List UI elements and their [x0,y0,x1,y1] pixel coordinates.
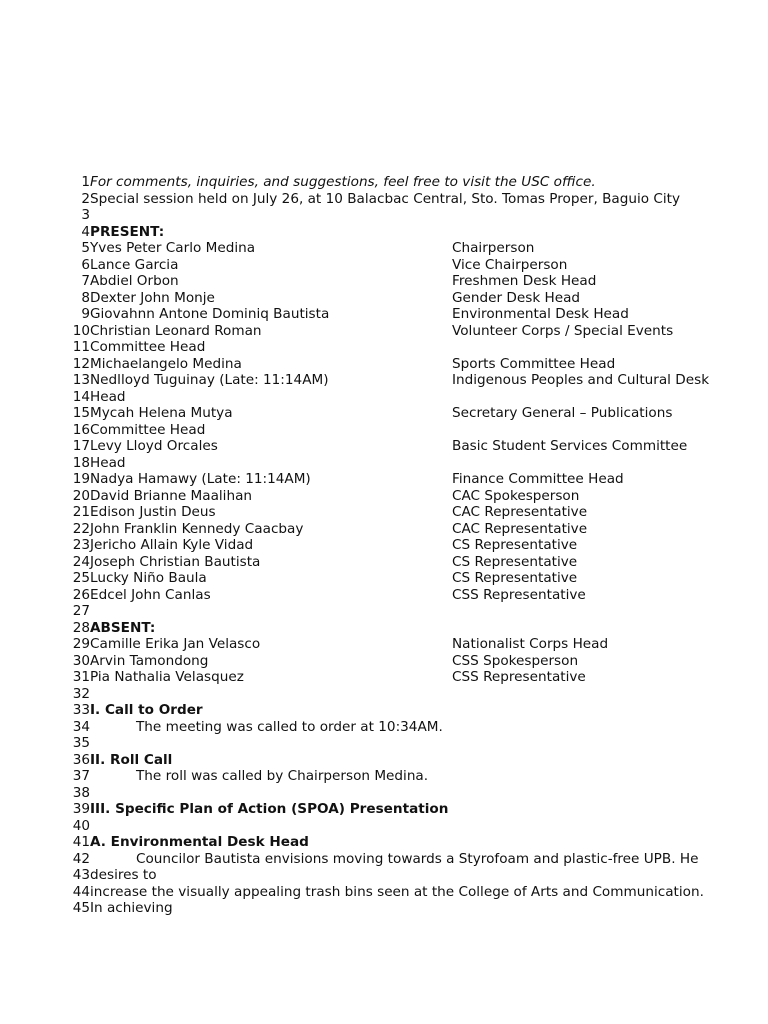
document-line [0,405,768,422]
member-position: CAC Representative [452,504,588,520]
document-line [0,240,768,257]
document-line [0,389,768,406]
document-line [0,554,768,571]
line-number: 41 [72,834,90,850]
line-text: Michaelangelo Medina [90,355,242,372]
line-number: 38 [72,784,90,801]
line-text: Edison Justin Deus [90,504,216,520]
document-line [0,719,768,736]
member-position: Volunteer Corps / Special Events [452,322,674,339]
document-line [0,636,768,653]
line-number: 7 [81,273,90,289]
document-line [0,257,768,274]
document-line [0,752,768,769]
line-number: 29 [72,636,90,652]
section-heading: ABSENT: [90,619,156,636]
document-line [0,702,768,719]
document-line [0,851,768,868]
document-line [0,834,768,851]
line-number: 28 [72,619,90,636]
line-text: Arvin Tamondong [90,652,209,669]
document-line [0,900,768,917]
line-number: 31 [72,669,90,685]
member-position: Vice Chairperson [452,256,568,273]
line-text: In achieving [90,900,173,916]
member-position: Chairperson [452,240,535,256]
line-number: 18 [72,454,90,471]
document-line [0,191,768,208]
line-number: 25 [72,570,90,586]
member-position: Nationalist Corps Head [452,636,609,652]
line-text: Joseph Christian Bautista [90,553,261,570]
document-line [0,884,768,901]
line-text: increase the visually appealing trash bins seen at the College of Arts and Communication. [90,883,704,900]
member-position: CSS Representative [452,669,586,685]
line-number: 37 [72,768,90,784]
line-number: 39 [72,801,90,817]
document-line [0,323,768,340]
section-heading: II. Roll Call [90,751,173,768]
line-text: Head [90,388,126,405]
member-position: Secretary General – Publications [452,405,673,421]
line-number: 10 [72,322,90,339]
document-line [0,290,768,307]
member-position: Finance Committee Head [452,471,624,487]
line-number: 17 [72,438,90,454]
line-number: 2 [81,190,90,207]
line-number: 27 [72,603,90,619]
line-number: 13 [72,372,90,388]
line-text: Nedlloyd Tuguinay (Late: 11:14AM) [90,372,329,388]
document-line [0,438,768,455]
member-position: Environmental Desk Head [452,306,629,322]
document-line [0,620,768,637]
member-position: Freshmen Desk Head [452,273,597,289]
line-number: 16 [72,421,90,438]
document-line [0,422,768,439]
line-number: 32 [72,685,90,702]
line-text: Mycah Helena Mutya [90,405,233,421]
section-heading: PRESENT: [90,223,165,240]
line-text: Nadya Hamawy (Late: 11:14AM) [90,471,311,487]
line-number: 5 [81,240,90,256]
line-text: Christian Leonard Roman [90,322,262,339]
line-text: The meeting was called to order at 10:34AM. [136,718,443,735]
line-number: 22 [72,520,90,537]
document-line [0,356,768,373]
line-text: Levy Lloyd Orcales [90,438,218,454]
line-number: 36 [72,751,90,768]
line-number: 34 [72,718,90,735]
meeting-minutes [0,174,768,917]
line-number: 6 [81,256,90,273]
line-number: 21 [72,504,90,520]
document-line [0,488,768,505]
line-text: Committee Head [90,339,206,355]
member-position: CAC Representative [452,520,588,537]
document-line [0,537,768,554]
line-number: 8 [81,289,90,306]
member-position: Basic Student Services Committee [452,438,688,454]
line-number: 1 [81,174,90,190]
line-text: Edcel John Canlas [90,586,211,603]
line-text: Lucky Niño Baula [90,570,207,586]
line-number: 14 [72,388,90,405]
document-line [0,207,768,224]
document-line [0,174,768,191]
line-number: 43 [72,867,90,883]
document-line [0,339,768,356]
document-line [0,504,768,521]
line-number: 20 [72,487,90,504]
document-line [0,603,768,620]
document-line [0,570,768,587]
line-text: Committee Head [90,421,206,438]
line-text: Special session held on July 26, at 10 Balacbac Central, Sto. Tomas Proper, Baguio City [90,190,681,207]
document-line [0,471,768,488]
document-line [0,653,768,670]
line-text: Lance Garcia [90,256,179,273]
line-number: 23 [72,537,90,553]
line-text: The roll was called by Chairperson Medina. [136,768,429,784]
line-text: Jericho Allain Kyle Vidad [90,537,254,553]
document-line [0,785,768,802]
document-line [0,455,768,472]
member-position: CS Representative [452,570,578,586]
document-line [0,372,768,389]
member-position: CS Representative [452,537,578,553]
document-line [0,587,768,604]
member-position: CSS Representative [452,586,586,603]
line-text: Giovahnn Antone Dominiq Bautista [90,306,330,322]
line-text: Abdiel Orbon [90,273,179,289]
line-number: 24 [72,553,90,570]
document-line [0,669,768,686]
member-position: CSS Spokesperson [452,652,579,669]
line-text: Yves Peter Carlo Medina [90,240,256,256]
line-number: 42 [72,850,90,867]
line-number: 4 [81,223,90,240]
line-number: 33 [72,702,90,718]
line-number: 11 [72,339,90,355]
document-line [0,768,768,785]
document-line [0,686,768,703]
line-text: David Brianne Maalihan [90,487,253,504]
line-number: 35 [72,735,90,751]
member-position: Sports Committee Head [452,355,616,372]
member-position: Indigenous Peoples and Cultural Desk [452,372,710,388]
line-number: 44 [72,883,90,900]
line-text: Councilor Bautista envisions moving towards a Styrofoam and plastic-free UPB. He [136,850,699,867]
line-number: 45 [72,900,90,916]
line-text: Dexter John Monje [90,289,215,306]
section-heading: III. Specific Plan of Action (SPOA) Presentation [90,801,449,817]
document-line [0,224,768,241]
line-text: Pia Nathalia Velasquez [90,669,244,685]
document-line [0,306,768,323]
line-number: 26 [72,586,90,603]
document-line [0,818,768,835]
section-heading: I. Call to Order [90,702,203,718]
line-number: 19 [72,471,90,487]
member-position: Gender Desk Head [452,289,581,306]
line-text: desires to [90,867,157,883]
document-line [0,801,768,818]
line-text: Camille Erika Jan Velasco [90,636,261,652]
line-number: 40 [72,817,90,834]
line-number: 15 [72,405,90,421]
document-line [0,273,768,290]
document-line [0,867,768,884]
section-heading: A. Environmental Desk Head [90,834,309,850]
document-line [0,521,768,538]
member-position: CAC Spokesperson [452,487,580,504]
member-position: CS Representative [452,553,578,570]
line-text: John Franklin Kennedy Caacbay [90,520,304,537]
line-number: 9 [81,306,90,322]
line-text: Head [90,454,126,471]
document-line [0,735,768,752]
line-number: 12 [72,355,90,372]
line-number: 30 [72,652,90,669]
line-number: 3 [81,207,90,223]
line-text: For comments, inquiries, and suggestions, feel free to visit the USC office. [90,174,596,190]
